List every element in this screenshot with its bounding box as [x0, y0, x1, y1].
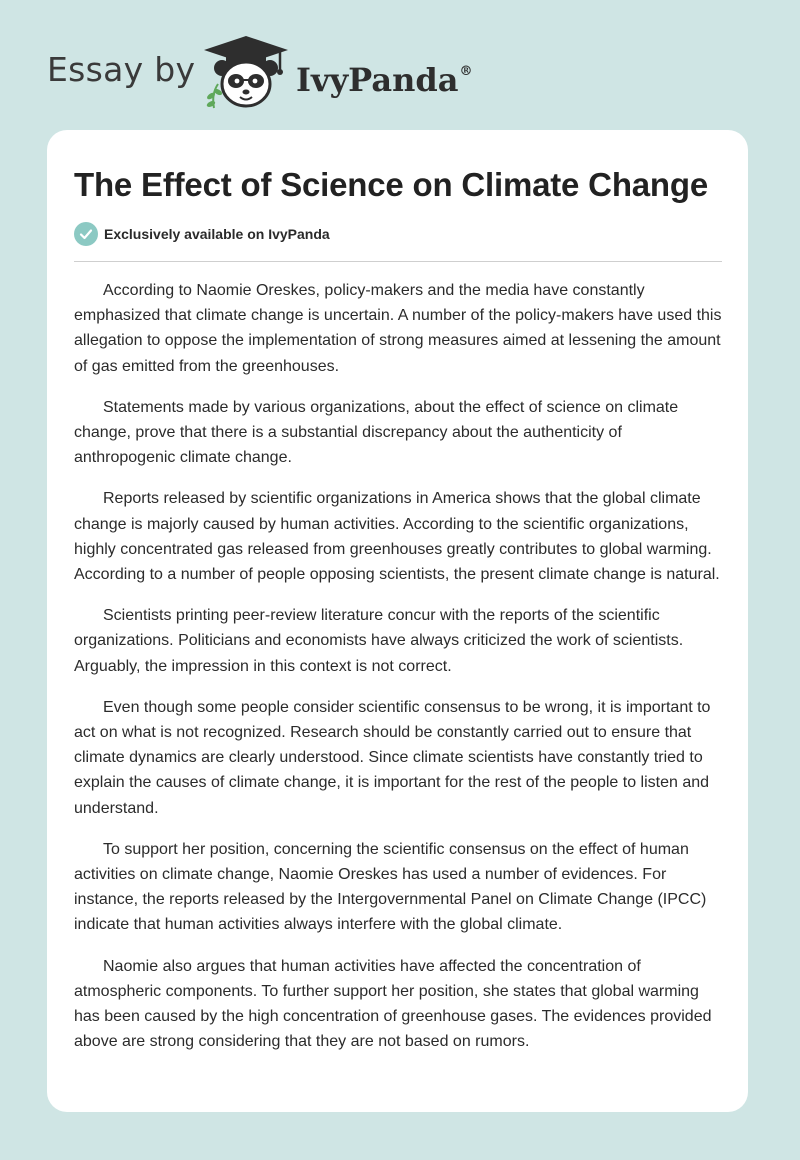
essay-paragraph: Naomie also argues that human activities have affected the concentration of atmospheric components. To further support her position, she states that global warming has been caused by the high concentration of greenhouse gases. The evidences provided above are strong considering that they are not based on rumors. [74, 957, 712, 1051]
title-divider [74, 261, 722, 262]
panda-graduate-logo-icon[interactable] [200, 34, 292, 110]
brand-name[interactable] [296, 50, 472, 102]
essay-paragraph: Statements made by various organizations, about the effect of science on climate change, prove that there is a substantial discrepancy about the authenticity of anthropogenic climate change. [74, 398, 679, 467]
essay-card [47, 130, 748, 1112]
site-header [0, 0, 800, 130]
essay-paragraph: Reports released by scientific organizations in America shows that the global climate change is majorly caused by human activities. According to the scientific organizations, highly concentrated gas released from greenhouses greatly contributes to global warming. According to a number of people opposing scientists, the present climate change is natural. [74, 490, 720, 584]
exclusive-badge-label: Exclusively available on IvyPanda [104, 226, 330, 242]
essay-by-label: Essay by [47, 50, 196, 89]
check-icon [74, 222, 98, 246]
essay-paragraph: To support her position, concerning the scientific consensus on the effect of human activities on climate change, Naomie Oreskes has used a number of evidences. For instance, the reports released by the Intergovernmental Panel on Climate Change (IPCC) indicate that human activities always interfere with the global climate. [74, 840, 707, 934]
brand-name-text: IvyPanda [296, 61, 459, 99]
essay-paragraph: Scientists printing peer-review literature concur with the reports of the scientific organizations. Politicians and economists have always criticized the work of scientists. Arguably, the impression in this context is not correct. [74, 607, 684, 675]
essay-body [74, 278, 722, 1070]
essay-paragraph: According to Naomie Oreskes, policy-makers and the media have constantly emphasized that climate change is uncertain. A number of the policy-makers have used this allegation to oppose the implementation of strong measures aimed at lessening the amount of gas emitted from the greenhouses. [74, 282, 722, 375]
registered-mark: ® [459, 64, 473, 79]
exclusive-badge [74, 222, 330, 246]
essay-paragraph: Even though some people consider scientific consensus to be wrong, it is important to act on what is not recognized. Research should be constantly carried out to ensure that climate dynamics are clearly understood. Since climate scientists have constantly tried to explain the causes of climate change, it is important for the rest of the people to listen and understand. [74, 698, 711, 817]
essay-title: The Effect of Science on Climate Change [74, 166, 708, 203]
